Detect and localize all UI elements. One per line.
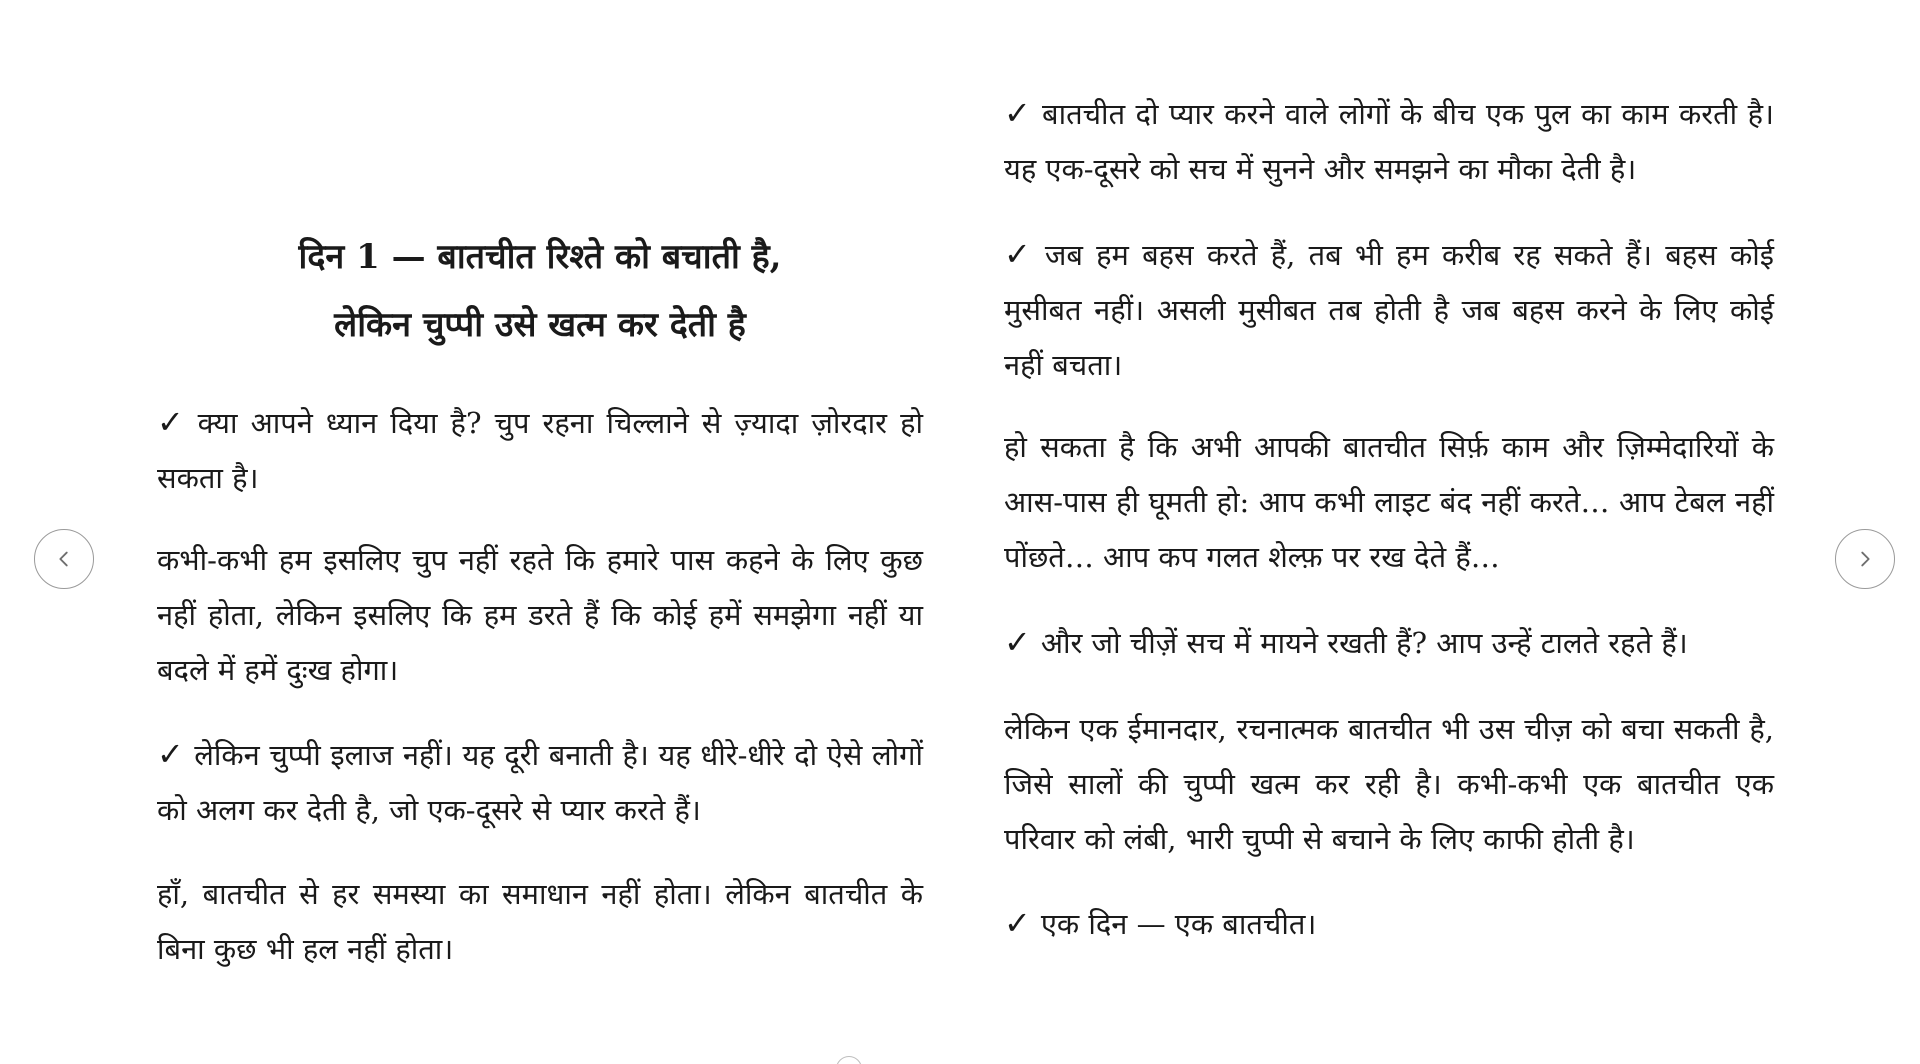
chapter-title <box>157 223 923 359</box>
right-paragraph-4 <box>1004 615 1774 671</box>
chapter-title-line-2: लेकिन चुप्पी उसे खत्म कर देती है <box>334 305 746 345</box>
check-mark-icon: ✓ <box>1004 94 1033 132</box>
left-paragraph-2: कभी-कभी हम इसलिए चुप नहीं रहते कि हमारे पास कहने के लिए कुछ नहीं होता, लेकिन इसलिए कि हम डरते हैं कि कोई हमें समझेगा नहीं या बदले में हमें दुःख होगा। <box>157 543 923 687</box>
right-paragraph-4-text: और जो चीज़ें सच में मायने रखती हैं? आप उन्हें टालते रहते हैं। <box>1040 626 1688 660</box>
right-paragraph-5: लेकिन एक ईमानदार, रचनात्मक बातचीत भी उस चीज़ को बचा सकती है, जिसे सालों की चुप्पी खत्म कर रही है। कभी-कभी एक बातचीत एक परिवार को लंबी, भारी चुप्पी से बचाने के लिए काफी होती है। <box>1004 712 1774 856</box>
check-mark-icon: ✓ <box>157 403 188 441</box>
right-paragraph-2-text: जब हम बहस करते हैं, तब भी हम करीब रह सकते हैं। बहस कोई मुसीबत नहीं। असली मुसीबत तब होती है जब बहस करने के लिए कोई नहीं बचता। <box>1004 238 1774 382</box>
right-page <box>1004 0 1774 1064</box>
previous-page-button[interactable] <box>34 529 94 589</box>
left-paragraph-4: हाँ, बातचीत से हर समस्या का समाधान नहीं होता। लेकिन बातचीत के बिना कुछ भी हल नहीं होता। <box>157 877 923 966</box>
right-paragraph-1 <box>1004 86 1774 197</box>
right-paragraph-3: हो सकता है कि अभी आपकी बातचीत सिर्फ़ काम और ज़िम्मेदारियों के आस-पास ही घूमती हो: आप कभी लाइट बंद नहीं करते… आप टेबल नहीं पोंछते… आप कप गलत शेल्फ़ पर रख देते हैं… <box>1004 430 1774 574</box>
left-paragraph-1 <box>157 395 923 506</box>
chevron-right-icon <box>1854 548 1876 570</box>
left-page <box>157 0 923 1064</box>
right-paragraph-6 <box>1004 896 1774 952</box>
left-paragraph-3 <box>157 727 923 838</box>
right-paragraph-2 <box>1004 227 1774 393</box>
next-page-button[interactable] <box>1835 529 1895 589</box>
check-mark-icon: ✓ <box>157 735 185 773</box>
right-paragraph-6-text: एक दिन — एक बातचीत। <box>1040 907 1317 941</box>
check-mark-icon: ✓ <box>1004 904 1031 942</box>
check-mark-icon: ✓ <box>1004 235 1035 273</box>
left-paragraph-3-text: लेकिन चुप्पी इलाज नहीं। यह दूरी बनाती है। यह धीरे-धीरे दो ऐसे लोगों को अलग कर देती है, जो एक-दूसरे से प्यार करते हैं। <box>157 738 924 827</box>
right-paragraph-1-text: बातचीत दो प्यार करने वाले लोगों के बीच एक पुल का काम करती है। यह एक-दूसरे को सच में सुनने और समझने का मौका देती है। <box>1004 97 1774 186</box>
chapter-title-line-1: दिन 1 — बातचीत रिश्ते को बचाती है, <box>298 237 782 277</box>
left-paragraph-1-text: क्या आपने ध्यान दिया है? चुप रहना चिल्लाने से ज़्यादा ज़ोरदार हो सकता है। <box>157 406 923 495</box>
chevron-left-icon <box>53 548 75 570</box>
check-mark-icon: ✓ <box>1004 623 1031 661</box>
